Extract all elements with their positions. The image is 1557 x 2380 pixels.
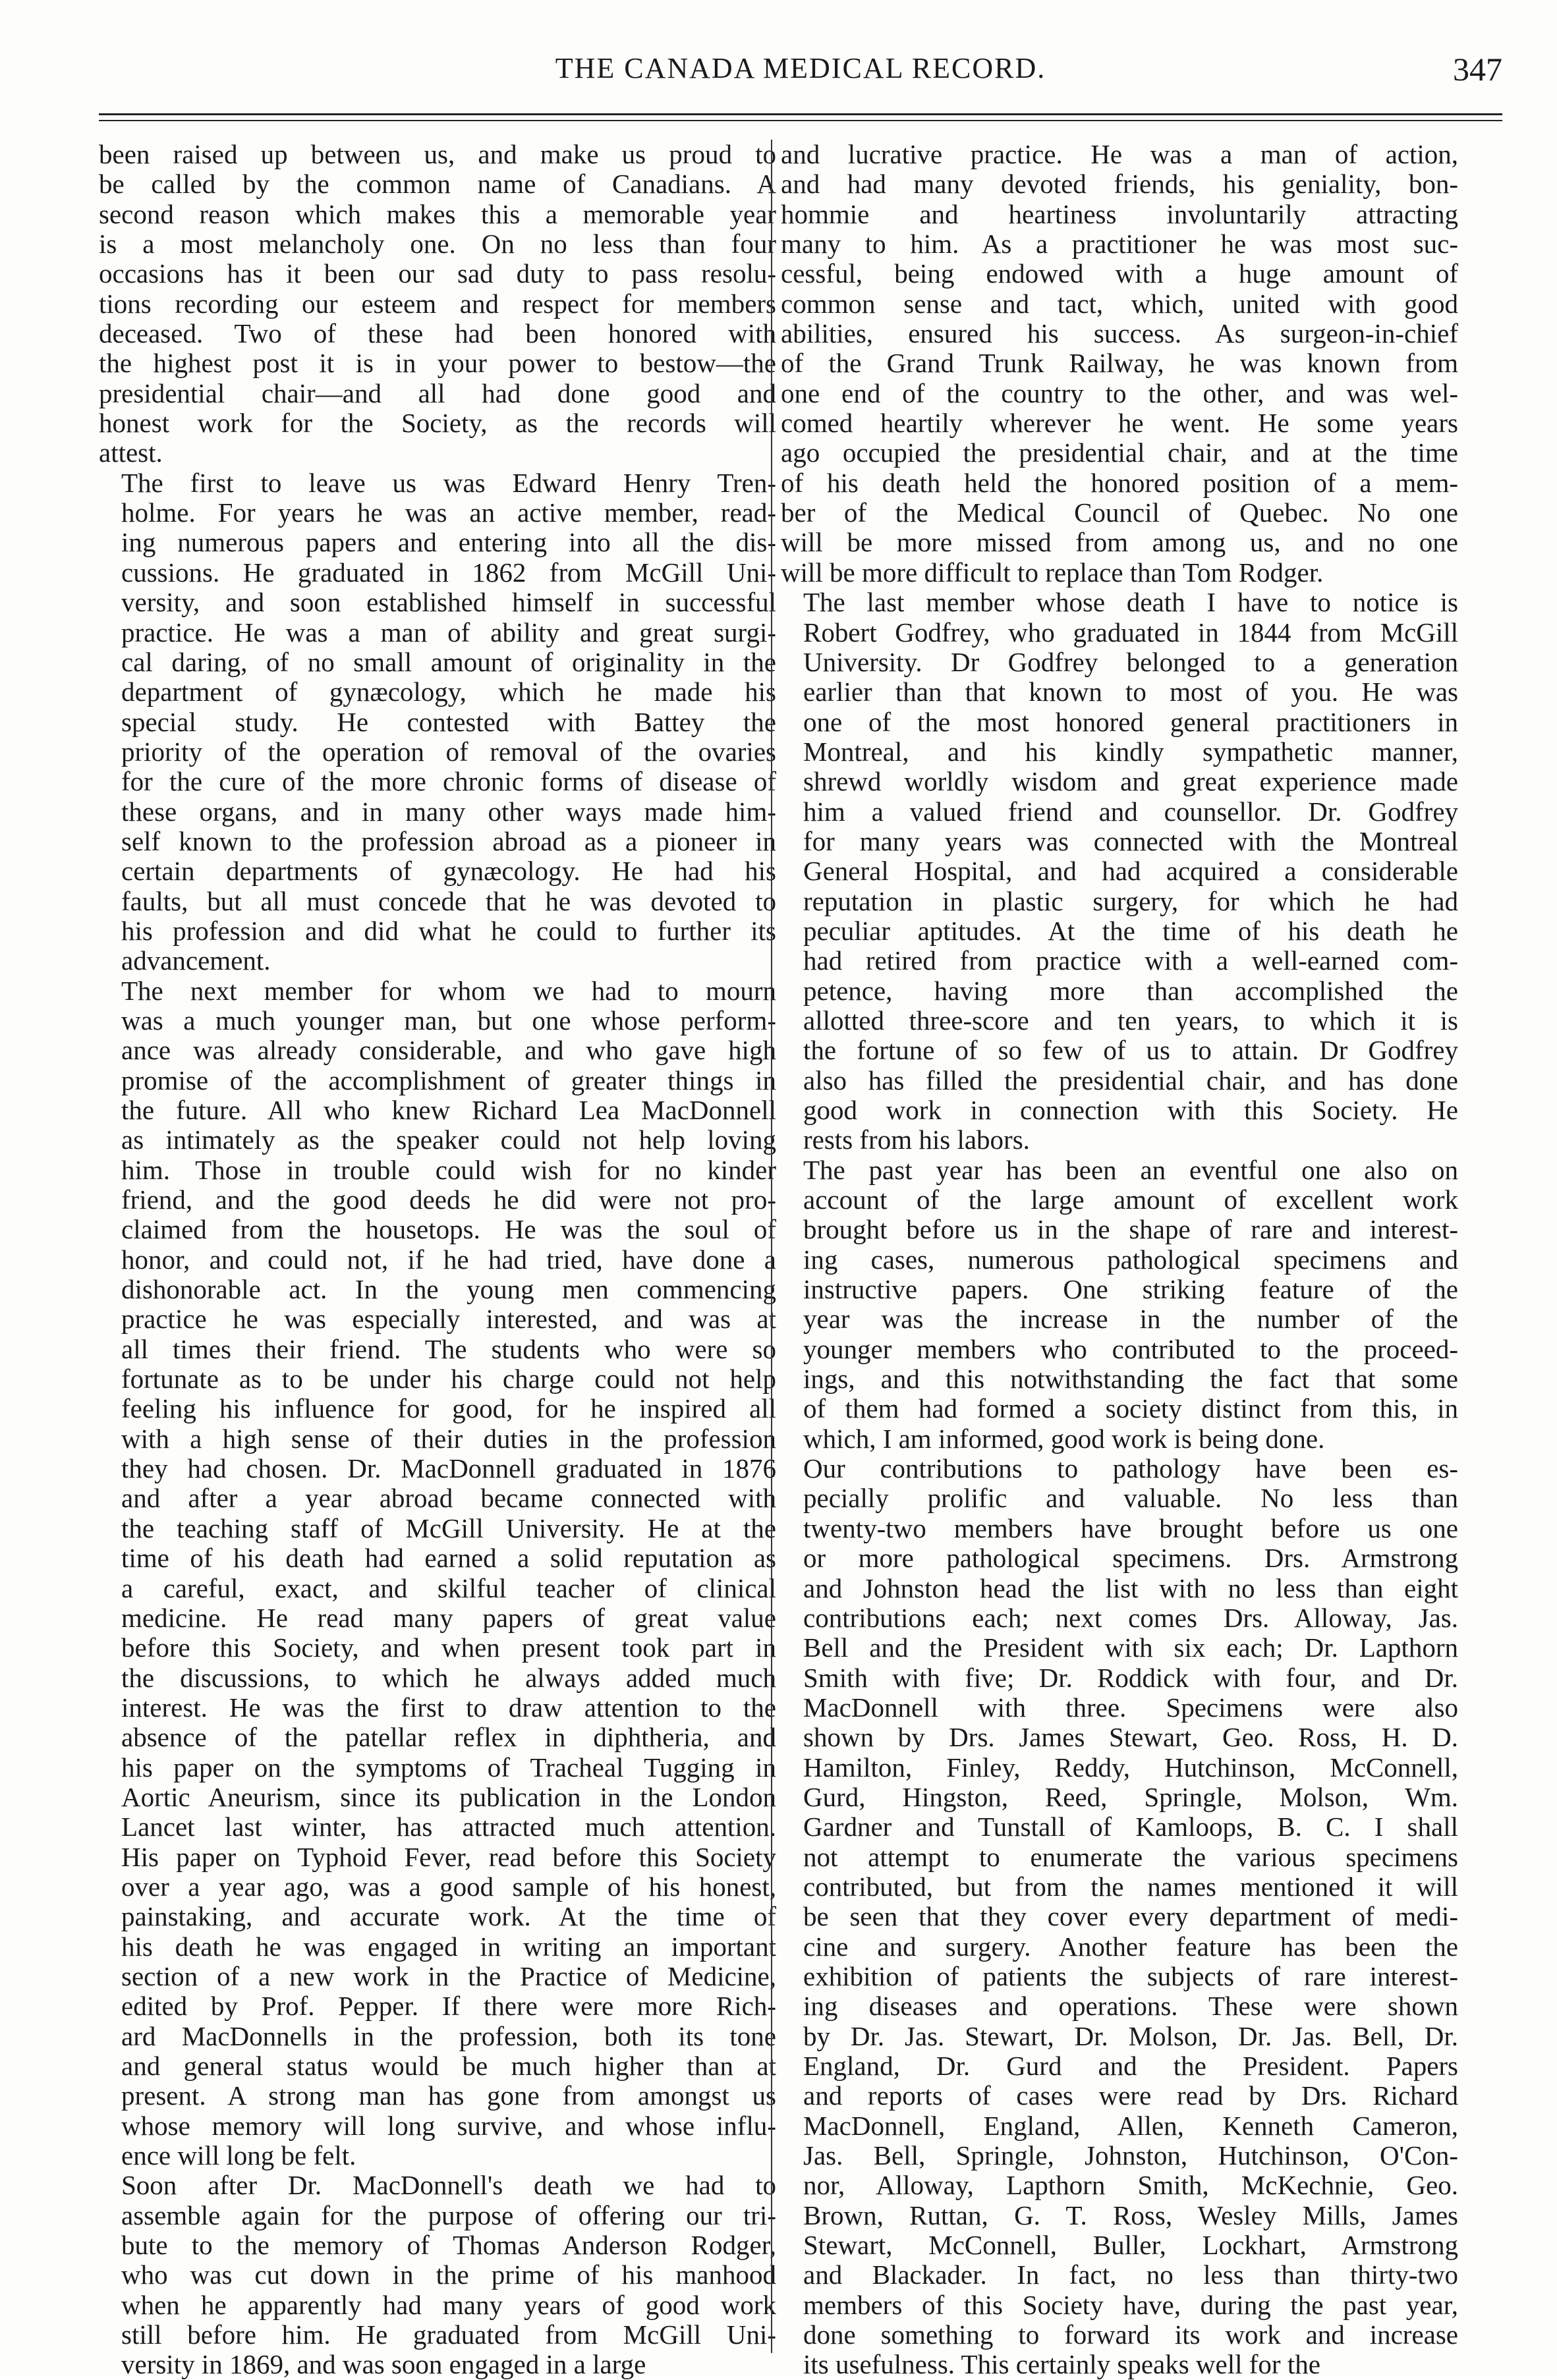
- text-line: Jas. Bell, Springle, Johnston, Hutchinson, O'Con-: [803, 2140, 1458, 2171]
- text-line: department of gynæcology, which he made his: [121, 677, 776, 707]
- text-line: over a year ago, was a good sample of his honest,: [121, 1871, 776, 1902]
- text-line: Bell and the President with six each; Dr. Lapthorn: [803, 1632, 1458, 1663]
- text-line: reputation in plastic surgery, for which he had: [803, 885, 1458, 916]
- text-line: certain departments of gynæcology. He had his: [121, 856, 776, 887]
- text-line: be called by the common name of Canadians. A: [99, 169, 776, 200]
- text-line: nor, Alloway, Lapthorn Smith, McKechnie, Geo.: [803, 2170, 1458, 2201]
- text-line: allotted three-score and ten years, to which it is: [803, 1005, 1458, 1036]
- text-line: practice he was especially interested, and was at: [121, 1304, 776, 1335]
- text-line: brought before us in the shape of rare and interest-: [803, 1214, 1458, 1245]
- text-line: by Dr. Jas. Stewart, Dr. Molson, Dr. Jas. Bell, Dr.: [803, 2020, 1458, 2051]
- text-line: Gardner and Tunstall of Kamloops, B. C. I shall: [803, 1812, 1458, 1842]
- text-line: petence, having more than accomplished the: [803, 975, 1458, 1006]
- text-line: its usefulness. This certainly speaks well for the: [803, 2349, 1320, 2380]
- text-line: ings, and this notwithstanding the fact that some: [803, 1364, 1458, 1395]
- text-line: earlier than that known to most of you. He was: [803, 677, 1458, 707]
- paragraph: [781, 1155, 1458, 1454]
- text-line: versity, and soon established himself in successful: [121, 587, 776, 618]
- text-line: priority of the operation of removal of the ovaries: [121, 736, 776, 767]
- text-line: members of this Society have, during the past year,: [803, 2289, 1458, 2320]
- text-line: also has filled the presidential chair, and has done: [803, 1065, 1458, 1095]
- text-line: shown by Drs. James Stewart, Geo. Ross, H. D.: [803, 1722, 1458, 1753]
- text-line: was a much younger man, but one whose perform-: [121, 1005, 776, 1036]
- text-line: section of a new work in the Practice of Medicine,: [121, 1960, 776, 1991]
- text-line: cine and surgery. Another feature has been the: [803, 1931, 1458, 1962]
- text-line: claimed from the housetops. He was the soul of: [121, 1214, 776, 1245]
- text-line: occasions has it been our sad duty to pass resolu-: [99, 258, 776, 289]
- paragraph: [781, 588, 1458, 1155]
- text-line: had retired from practice with a well-earned com-: [803, 945, 1458, 976]
- text-line: the highest post it is in your power to bestow—the: [99, 348, 776, 379]
- text-line: good work in connection with this Society. He: [803, 1095, 1458, 1125]
- text-line: advancement.: [121, 945, 271, 976]
- text-line: contributions each; next comes Drs. Alloway, Jas.: [803, 1602, 1458, 1633]
- page-header: [99, 47, 1502, 100]
- text-line: ago occupied the presidential chair, and at the time: [781, 437, 1458, 468]
- text-line: which, I am informed, good work is being done.: [803, 1423, 1325, 1454]
- text-line: rests from his labors.: [803, 1124, 1030, 1155]
- text-line: present. A strong man has gone from amongst us: [121, 2080, 776, 2111]
- text-line: pecially prolific and valuable. No less than: [803, 1483, 1458, 1514]
- text-line: as intimately as the speaker could not help loving: [121, 1124, 776, 1155]
- right-column: [781, 139, 1458, 2380]
- text-line: cessful, being endowed with a huge amount of: [781, 258, 1458, 289]
- text-line: comed heartily wherever he went. He some years: [781, 408, 1458, 439]
- text-line: Brown, Ruttan, G. T. Ross, Wesley Mills, James: [803, 2200, 1458, 2230]
- text-line: England, Dr. Gurd and the President. Papers: [803, 2051, 1458, 2081]
- text-line: ance was already considerable, and who gave high: [121, 1035, 776, 1066]
- text-line: Smith with five; Dr. Roddick with four, and Dr.: [803, 1662, 1458, 1693]
- text-line: one end of the country to the other, and was wel-: [781, 377, 1458, 408]
- text-line: practice. He was a man of ability and great surgi-: [121, 617, 776, 648]
- text-line: who was cut down in the prime of his manhood: [121, 2259, 776, 2290]
- left-column: [99, 139, 776, 2380]
- text-line: painstaking, and accurate work. At the time of: [121, 1901, 776, 1932]
- paragraph: [99, 140, 776, 468]
- text-line: him. Those in trouble could wish for no kinder: [121, 1154, 776, 1185]
- text-line: still before him. He graduated from McGill Uni-: [121, 2319, 776, 2350]
- text-line: exhibition of patients the subjects of rare interest-: [803, 1960, 1458, 1991]
- text-line: one of the most honored general practitioners in: [803, 706, 1458, 737]
- text-line: his profession and did what he could to further its: [121, 915, 776, 946]
- text-line: before this Society, and when present took part in: [121, 1632, 776, 1663]
- text-line: his death he was engaged in writing an important: [121, 1931, 776, 1962]
- text-line: ence will long be felt.: [121, 2140, 356, 2171]
- text-line: peculiar aptitudes. At the time of his death he: [803, 915, 1458, 946]
- text-line: abilities, ensured his success. As surgeon-in-chief: [781, 318, 1458, 349]
- text-line: ber of the Medical Council of Quebec. No one: [781, 497, 1458, 528]
- text-line: interest. He was the first to draw attention to the: [121, 1692, 776, 1723]
- text-line: with a high sense of their duties in the profession: [121, 1423, 776, 1454]
- text-line: Soon after Dr. MacDonnell's death we had to: [121, 2170, 776, 2201]
- text-line: and had many devoted friends, his geniality, bon-: [781, 169, 1458, 200]
- text-line: holme. For years he was an active member, read-: [121, 497, 776, 528]
- text-line: The first to leave us was Edward Henry Tren-: [121, 467, 776, 498]
- text-line: contributed, but from the names mentioned it will: [803, 1871, 1458, 1902]
- text-line: Hamilton, Finley, Reddy, Hutchinson, McConnell,: [803, 1752, 1458, 1783]
- text-line: Montreal, and his kindly sympathetic manner,: [803, 736, 1458, 767]
- text-line: The next member for whom we had to mourn: [121, 975, 776, 1006]
- text-line: these organs, and in many other ways made him-: [121, 796, 776, 827]
- text-line: attest.: [99, 437, 163, 468]
- paragraph: [99, 976, 776, 2171]
- text-line: time of his death had earned a solid reputation as: [121, 1543, 776, 1574]
- text-line: second reason which makes this a memorable year: [99, 198, 776, 229]
- text-line: when he apparently had many years of good work: [121, 2289, 776, 2320]
- text-line: instructive papers. One striking feature of the: [803, 1274, 1458, 1305]
- text-line: The past year has been an eventful one also on: [803, 1154, 1458, 1185]
- text-line: MacDonnell, England, Allen, Kenneth Cameron,: [803, 2110, 1458, 2141]
- text-line: for the cure of the more chronic forms of disease of: [121, 766, 776, 797]
- text-line: Stewart, McConnell, Buller, Lockhart, Armstrong: [803, 2230, 1458, 2261]
- text-line: the fortune of so few of us to attain. Dr Godfrey: [803, 1035, 1458, 1066]
- text-line: deceased. Two of these had been honored with: [99, 318, 776, 349]
- text-line: promise of the accomplishment of greater things in: [121, 1065, 776, 1095]
- column-divider: [771, 140, 772, 2353]
- header-rule: [99, 120, 1502, 121]
- text-line: twenty-two members have brought before us one: [803, 1512, 1458, 1543]
- text-line: and lucrative practice. He was a man of action,: [781, 139, 1458, 169]
- text-line: the teaching staff of McGill University. He at the: [121, 1512, 776, 1543]
- text-line: MacDonnell with three. Specimens were also: [803, 1692, 1458, 1723]
- text-line: of his death held the honored position of a mem-: [781, 467, 1458, 498]
- text-line: year was the increase in the number of the: [803, 1304, 1458, 1335]
- text-line: and Blackader. In fact, no less than thirty-two: [803, 2259, 1458, 2290]
- text-line: fortunate as to be under his charge could not help: [121, 1364, 776, 1395]
- text-line: self known to the profession abroad as a pioneer in: [121, 825, 776, 856]
- text-line: and reports of cases were read by Drs. Richard: [803, 2080, 1458, 2111]
- text-line: faults, but all must concede that he was devoted to: [121, 885, 776, 916]
- text-line: Aortic Aneurism, since its publication in the London: [121, 1781, 776, 1812]
- text-line: ard MacDonnells in the profession, both its tone: [121, 2020, 776, 2051]
- text-line: Lancet last winter, has attracted much attention.: [121, 1812, 776, 1842]
- text-line: dishonorable act. In the young men commencing: [121, 1274, 776, 1305]
- paragraph: [99, 2171, 776, 2379]
- text-line: ing diseases and operations. These were shown: [803, 1991, 1458, 2022]
- text-line: whose memory will long survive, and whose influ-: [121, 2110, 776, 2141]
- text-line: is a most melancholy one. On no less than four: [99, 229, 776, 260]
- text-line: cal daring, of no small amount of originality in the: [121, 646, 776, 677]
- text-line: of them had formed a society distinct from this, in: [803, 1393, 1458, 1424]
- text-line: ing cases, numerous pathological specimens and: [803, 1244, 1458, 1275]
- text-line: a careful, exact, and skilful teacher of clinical: [121, 1572, 776, 1603]
- text-line: Our contributions to pathology have been es-: [803, 1453, 1458, 1484]
- running-title: THE CANADA MEDICAL RECORD.: [555, 52, 1046, 84]
- header-rule: [99, 113, 1502, 115]
- text-line: bute to the memory of Thomas Anderson Rodger,: [121, 2230, 776, 2261]
- text-line: they had chosen. Dr. MacDonnell graduated in 1876: [121, 1453, 776, 1484]
- paragraph: [99, 468, 776, 976]
- text-line: General Hospital, and had acquired a considerable: [803, 856, 1458, 887]
- text-line: assemble again for the purpose of offering our tri-: [121, 2200, 776, 2230]
- text-line: tions recording our esteem and respect for members: [99, 288, 776, 319]
- text-line: the discussions, to which he always added much: [121, 1662, 776, 1693]
- text-line: been raised up between us, and make us proud to: [99, 139, 776, 169]
- text-line: shrewd worldly wisdom and great experience made: [803, 766, 1458, 797]
- text-line: common sense and tact, which, united with good: [781, 288, 1458, 319]
- paragraph: [781, 140, 1458, 588]
- text-line: or more pathological specimens. Drs. Armstrong: [803, 1543, 1458, 1574]
- text-line: be seen that they cover every department of medi-: [803, 1901, 1458, 1932]
- text-line: all times their friend. The students who were so: [121, 1333, 776, 1364]
- text-line: honest work for the Society, as the records will: [99, 408, 776, 439]
- text-line: many to him. As a practitioner he was most suc-: [781, 229, 1458, 260]
- text-line: done something to forward its work and increase: [803, 2319, 1458, 2350]
- text-line: him a valued friend and counsellor. Dr. Godfrey: [803, 796, 1458, 827]
- text-line: edited by Prof. Pepper. If there were more Rich-: [121, 1991, 776, 2022]
- text-line: will be more missed from among us, and no one: [781, 527, 1458, 558]
- text-line: special study. He contested with Battey the: [121, 706, 776, 737]
- text-line: younger members who contributed to the proceed-: [803, 1333, 1458, 1364]
- text-line: of the Grand Trunk Railway, he was known from: [781, 348, 1458, 379]
- text-line: ing numerous papers and entering into all the dis-: [121, 527, 776, 558]
- text-line: friend, and the good deeds he did were not pro-: [121, 1184, 776, 1215]
- text-line: The last member whose death I have to notice is: [803, 587, 1458, 618]
- text-line: cussions. He graduated in 1862 from McGill Uni-: [121, 557, 776, 588]
- text-line: absence of the patellar reflex in diphtheria, and: [121, 1722, 776, 1753]
- page-number: 347: [1453, 51, 1502, 88]
- text-line: will be more difficult to replace than Tom Rodger.: [781, 557, 1324, 588]
- text-line: feeling his influence for good, for he inspired all: [121, 1393, 776, 1424]
- text-line: not attempt to enumerate the various specimens: [803, 1841, 1458, 1872]
- text-line: medicine. He read many papers of great value: [121, 1602, 776, 1633]
- text-line: Robert Godfrey, who graduated in 1844 from McGill: [803, 617, 1458, 648]
- text-line: presidential chair—and all had done good and: [99, 377, 776, 408]
- paragraph: [781, 1454, 1458, 2380]
- text-line: and general status would be much higher than at: [121, 2051, 776, 2081]
- text-line: and after a year abroad became connected with: [121, 1483, 776, 1514]
- text-line: honor, and could not, if he had tried, have done a: [121, 1244, 776, 1275]
- text-line: hommie and heartiness involuntarily attracting: [781, 198, 1458, 229]
- text-line: and Johnston head the list with no less than eight: [803, 1572, 1458, 1603]
- text-line: Gurd, Hingston, Reed, Springle, Molson, Wm.: [803, 1781, 1458, 1812]
- text-line: His paper on Typhoid Fever, read before this Society: [121, 1841, 776, 1872]
- text-line: University. Dr Godfrey belonged to a generation: [803, 646, 1458, 677]
- text-line: for many years was connected with the Montreal: [803, 825, 1458, 856]
- text-line: versity in 1869, and was soon engaged in a large: [121, 2349, 646, 2380]
- text-line: his paper on the symptoms of Tracheal Tugging in: [121, 1752, 776, 1783]
- text-line: account of the large amount of excellent work: [803, 1184, 1458, 1215]
- text-line: the future. All who knew Richard Lea MacDonnell: [121, 1095, 776, 1125]
